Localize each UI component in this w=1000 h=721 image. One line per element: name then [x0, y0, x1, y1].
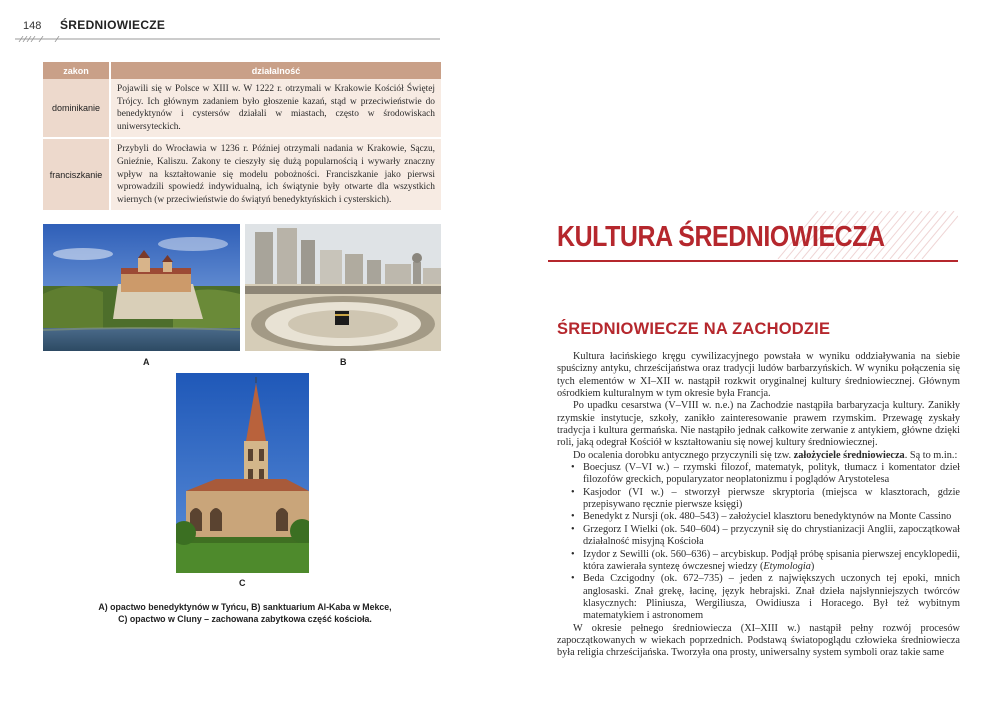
section-title: ŚREDNIOWIECZE NA ZACHODZIE — [557, 320, 831, 338]
bold-term: założyciele średniowiecza — [793, 449, 905, 461]
caption-line: C) opactwo w Cluny – zachowana zabytkowa część kościoła. — [118, 614, 372, 624]
main-title: KULTURA ŚREDNIOWIECZA — [557, 221, 885, 253]
list-item-text: Benedykt z Nursji (ok. 480–543) – założyciel klasztoru benedyktynów na Monte Cassino — [583, 511, 952, 523]
table-row — [43, 79, 441, 138]
list-item — [557, 487, 960, 512]
list-item — [557, 462, 960, 487]
list-item-text: Izydor z Sewilli (ok. 560–636) – arcybiskup. Podjął próbę spisania pierwszej encyklopedii, która zawierała syntezę ówczesnej wiedzy ( — [583, 548, 960, 572]
page-number: 148 — [23, 20, 42, 32]
monastic-orders-table — [43, 62, 441, 212]
figure-label-c: C — [239, 578, 246, 588]
bullet-icon: • — [571, 523, 575, 535]
paragraph-text: Do ocalenia dorobku antycznego przyczynili się tzw. — [573, 449, 794, 461]
bullet-icon: • — [571, 511, 575, 523]
list-item — [557, 524, 960, 549]
column-header-activity: działalność — [110, 62, 441, 79]
photo-tyniec-abbey — [43, 224, 240, 351]
list-item-text: Kasjodor (VI w.) – stworzył pierwsze skryptoria (miejsca w klasztorach, gdzie przepisywano ręcznie pierwsze księgi) — [583, 486, 960, 511]
order-name: franciszkanie — [43, 138, 110, 211]
photo-mecca-kaaba — [245, 224, 441, 351]
bullet-icon: • — [571, 573, 575, 585]
photo-cluny-abbey — [176, 373, 309, 573]
list-item-text: Beda Czcigodny (ok. 672–735) – jeden z największych uczonych tej epoki, mnich anglosaski. Znał grekę, łacinę, język hebrajski. Znał dzieła najsłynniejszych twórców klasycznych: Pliniusza, Wergiliusza, Owidiusza i Horacego. Był też wybitnym matematykiem i astronomem — [583, 573, 960, 622]
figure-label-a: A — [143, 357, 150, 367]
bullet-icon: • — [571, 462, 575, 474]
figure-label-b: B — [340, 357, 347, 367]
paragraph: Po upadku cesarstwa (V–VIII w. n.e.) na Zachodzie nastąpiła barbaryzacja kultury. Zanikły rzymskie instytucje, szkoły, zanikło zainteresowanie prawem rzymskim. Przewagę zyskały tradycja i kultura germańska. Nie nastąpiło jednak całkowite zerwanie z antykiem, główne dzięki roli, jaką odegrał Kościół w kształtowaniu się nowej kultury średniowiecznej. — [557, 400, 960, 449]
caption-line: A) opactwo benedyktynów w Tyńcu, B) sanktuarium Al-Kaba w Mekce, — [98, 602, 392, 612]
order-name: dominikanie — [43, 79, 110, 138]
list-item — [557, 511, 960, 523]
list-item — [557, 573, 960, 622]
paragraph — [557, 450, 960, 462]
column-header-order: zakon — [43, 62, 110, 79]
founders-list — [557, 462, 960, 622]
table-row — [43, 138, 441, 211]
list-item-text: ) — [810, 560, 815, 572]
list-item-text: Boecjusz (V–VI w.) – rzymski filozof, matematyk, polityk, tłumacz i komentator dzieł filozofów greckich, popularyzator neoplatonizmu i poglądów Arystotelesa — [583, 462, 960, 486]
table-header-row — [43, 62, 441, 79]
italic-title: Etymologia — [763, 560, 811, 572]
list-item — [557, 549, 960, 574]
figure-caption — [90, 601, 400, 625]
chapter-title: ŚREDNIOWIECZE — [60, 18, 166, 32]
bullet-icon: • — [571, 548, 575, 560]
body-text — [557, 351, 960, 660]
paragraph-text: . Są to m.in.: — [904, 449, 958, 461]
bullet-icon: • — [571, 486, 575, 498]
list-item-text: Grzegorz I Wielki (ok. 540–604) – przyczynił się do chrystianizacji Anglii, zapoczątkował działalność misyjną Kościoła — [583, 523, 960, 548]
title-rule — [548, 260, 958, 262]
paragraph: Kultura łacińskiego kręgu cywilizacyjnego powstała w wyniku oddziaływania na siebie spuścizny antyku, chrześcijaństwa oraz tradycji ludów barbarzyńskich. W wyniku połączenia się tych elementów w XI–XII w. nastąpił rozkwit oryginalnej kultury średniowiecznej. Głównym ośrodkiem kulturalnym w tym okresie była Francja. — [557, 351, 960, 400]
header-rule — [15, 36, 440, 42]
order-description: Pojawili się w Polsce w XIII w. W 1222 r. otrzymali w Krakowie Kościół Świętej Trójcy. Ich głównym zadaniem było głoszenie kazań, stąd w przeciwieństwie do benedyktynów i cystersów działali w miastach, często w środowiskach uniwersyteckich. — [110, 79, 441, 138]
order-description: Przybyli do Wrocławia w 1236 r. Później otrzymali nadania w Krakowie, Sączu, Gnieźnie, Kaliszu. Zakony te cieszyły się dużą popularnością i wywarły znaczny wpływ na kształtowanie się modelu pobożności. Franciszkanie jako pierwsi wprowadzili spowiedź indywidualną, ich świątynie były otwarte dla wszystkich wiernych (w przeciwieństwie do świątyń benedyktyńskich i cysterskich). — [110, 138, 441, 211]
paragraph: W okresie pełnego średniowiecza (XI–XIII w.) nastąpił pełny rozwój procesów zapoczątkowanych w wiekach poprzednich. Podstawą światopoglądu człowieka średniowiecza była religia chrześcijańska. Tworzyła ona prosty, uniwersalny system symboli oraz takie same — [557, 622, 960, 659]
